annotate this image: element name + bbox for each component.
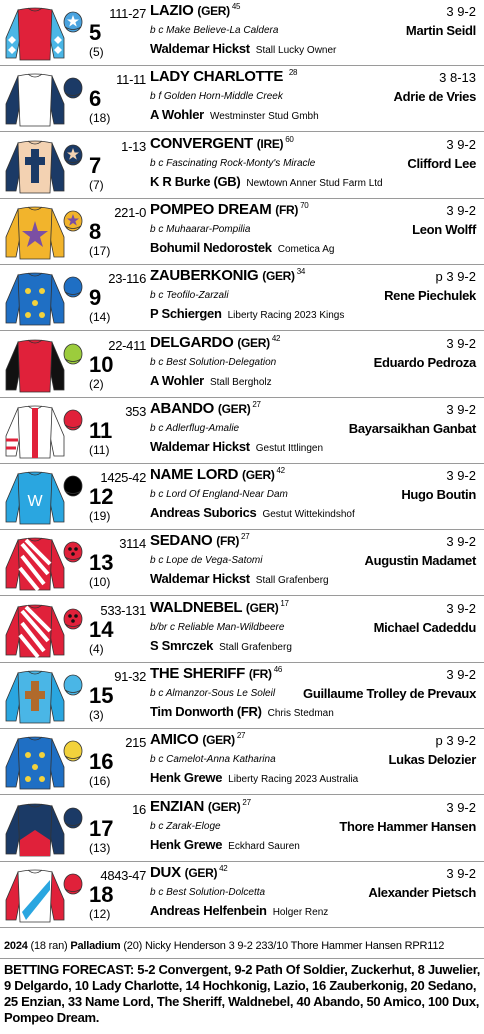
runner-form: 111-27 (109, 6, 146, 21)
pedigree: b c Camelot-Anna Katharina (150, 754, 276, 766)
jockey-silk-icon (4, 402, 66, 460)
horse-country: (GER) (207, 799, 241, 814)
pedigree: b c Best Solution-Delegation (150, 356, 277, 368)
jockey-cap-icon (62, 672, 84, 696)
betting-forecast (4, 962, 482, 1026)
runner-draw: (16) (89, 774, 111, 789)
forecast-label: BETTING FORECAST: (4, 962, 134, 977)
horse-name[interactable] (150, 267, 305, 284)
horse-rating: 27 (236, 731, 246, 741)
owner-name: Stall Lucky Owner (255, 45, 337, 56)
horse-name-text: NAME LORD (150, 466, 239, 484)
owner-name: Stall Grafenberg (219, 641, 292, 653)
runner-draw: (14) (89, 310, 111, 325)
horse-rating: 27 (241, 532, 250, 542)
trainer-line (150, 903, 328, 918)
horse-rating: 45 (231, 2, 241, 11)
divider (0, 958, 484, 959)
trainer-name[interactable]: Bohumil Nedorostek (150, 239, 272, 255)
horse-rating: 28 (288, 68, 298, 78)
horse-name-text: ENZIAN (150, 797, 205, 815)
jockey-cap-icon (62, 75, 84, 99)
jockey-name[interactable]: Adrie de Vries (393, 89, 476, 105)
trainer-line (150, 770, 358, 785)
jockey-silk-icon (4, 601, 66, 659)
runner-form: 215 (125, 735, 146, 751)
trainer-line (150, 373, 272, 388)
jockey-silk-icon (4, 866, 66, 924)
jockey-silk-icon (4, 800, 66, 858)
runner-form: 22-411 (108, 337, 146, 353)
pedigree: b c Muhaarar-Pompilia (150, 223, 251, 235)
runner-form: 3114 (119, 536, 146, 552)
horse-name-text: AMICO (150, 731, 199, 749)
runner-draw: (5) (89, 45, 104, 59)
jockey-silk-icon (4, 70, 66, 128)
horse-country: (FR) (275, 202, 299, 217)
owner-name: Newtown Anner Stud Farm Ltd (246, 177, 383, 189)
jockey-name[interactable]: Eduardo Pedroza (373, 354, 476, 370)
runner-number: 8 (89, 218, 102, 244)
owner-name: Stall Grafenberg (255, 575, 329, 587)
runner-row[interactable] (0, 199, 484, 265)
pedigree: b c Zarak-Eloge (150, 820, 221, 832)
jockey-cap-icon (62, 208, 84, 232)
runner-draw: (10) (89, 575, 111, 590)
horse-country: (GER) (197, 4, 230, 18)
pedigree: b c Lord Of England-Near Dam (150, 489, 288, 501)
runner-row[interactable] (0, 530, 484, 596)
trainer-name[interactable]: A Wohler (150, 107, 204, 123)
pedigree: b f Golden Horn-Middle Creek (150, 91, 283, 103)
horse-country: (IRE) (256, 136, 284, 151)
jockey-silk-icon (4, 269, 66, 327)
jockey-silk-icon (4, 534, 66, 592)
horse-country: (GER) (262, 269, 295, 284)
trainer-line (150, 240, 334, 255)
jockey-cap-icon (62, 142, 84, 166)
jockey-silk-icon (4, 137, 66, 195)
owner-name: Liberty Racing 2023 Kings (227, 310, 345, 322)
age-weight: p 3 9-2 (435, 733, 476, 749)
horse-name-text: DELGARDO (150, 333, 234, 351)
runner-draw: (18) (89, 111, 111, 126)
runner-row[interactable] (0, 464, 484, 530)
runner-draw: (13) (89, 840, 111, 855)
horse-rating: 42 (219, 863, 228, 873)
age-weight: 3 9-2 (446, 468, 476, 484)
horse-country: (GER) (202, 733, 235, 748)
jockey-cap-icon (62, 539, 84, 563)
runner-row[interactable] (0, 597, 484, 663)
runner-number: 12 (89, 484, 114, 510)
age-weight: 3 9-2 (446, 4, 476, 19)
age-weight: p 3 9-2 (435, 269, 476, 285)
horse-name-text: LADY CHARLOTTE (150, 68, 284, 86)
last-year-details: (20) Nicky Henderson 3 9-2 233/10 Thore Hammer Hansen RPR112 (120, 940, 445, 952)
runner-form: 16 (132, 801, 146, 817)
horse-name-text: POMPEO DREAM (150, 200, 272, 218)
jockey-silk-icon (4, 667, 66, 725)
horse-name[interactable] (150, 68, 297, 85)
horse-country: (GER) (217, 401, 251, 416)
owner-name: Westminster Stud Gmbh (209, 111, 319, 123)
horse-rating: 60 (285, 134, 294, 144)
jockey-name[interactable]: Rene Piechulek (384, 288, 476, 304)
jockey-silk-icon (4, 4, 66, 62)
runner-form: 11-11 (116, 72, 146, 88)
trainer-line (150, 704, 334, 719)
runner-row[interactable] (0, 398, 484, 464)
runner-row[interactable] (0, 332, 484, 398)
age-weight: 3 9-2 (446, 667, 476, 682)
jockey-silk-icon (4, 336, 66, 394)
jockey-silk-icon (4, 203, 66, 261)
horse-rating: 42 (271, 333, 281, 343)
jockey-cap-icon (62, 274, 84, 298)
horse-name-text: SEDANO (150, 532, 213, 550)
age-weight: 3 9-2 (446, 600, 476, 616)
pedigree: b c Adlerflug-Amalie (150, 422, 240, 434)
jockey-name[interactable]: Guillaume Trolley de Prevaux (303, 686, 476, 701)
pedigree: b/br c Reliable Man-Wildbeere (150, 621, 285, 633)
horse-name-text: ABANDO (150, 399, 215, 417)
trainer-name[interactable]: Waldemar Hickst (150, 571, 250, 587)
jockey-cap-icon (62, 9, 84, 33)
trainer-line (150, 439, 323, 454)
horse-name[interactable] (150, 2, 240, 19)
runner-number: 6 (89, 86, 102, 112)
horse-name[interactable] (150, 665, 282, 682)
pedigree: b c Teofilo-Zarzali (150, 290, 229, 302)
runner-row[interactable] (0, 0, 484, 66)
horse-name-text: CONVERGENT (150, 134, 253, 152)
trainer-line (150, 174, 383, 189)
runner-draw: (4) (89, 641, 104, 656)
jockey-name[interactable]: Bayarsaikhan Ganbat (348, 420, 476, 436)
horse-name[interactable] (150, 864, 227, 881)
trainer-name[interactable]: K R Burke (GB) (150, 173, 241, 189)
horse-name-text: ZAUBERKONIG (150, 267, 259, 285)
horse-name[interactable] (150, 731, 245, 748)
horse-name[interactable] (150, 334, 280, 351)
runner-row[interactable] (0, 663, 484, 729)
jockey-cap-icon (62, 341, 84, 365)
horse-name[interactable] (150, 466, 285, 483)
pedigree: b c Make Believe-La Caldera (150, 25, 279, 36)
trainer-name[interactable]: Waldemar Hickst (150, 41, 250, 56)
jockey-name[interactable]: Lukas Delozier (388, 752, 476, 768)
forecast-text: 5-2 Convergent, 9-2 Path Of Soldier, Zuckerhut, 8 Juwelier, 9 Delgardo, 10 Lady Charlotte, 14 Hochkonig, Lazio, 16 Zauberkonig, 20 Sedano, 25 Enzian, 33 Name Lord, The Sheriff, Waldnebel, 40 Abando, 50 Amico, 100 Dux, Pompeo Dream. (4, 962, 481, 1025)
last-year-result (4, 940, 444, 952)
runner-row[interactable] (0, 796, 484, 862)
jockey-name[interactable]: Clifford Lee (407, 155, 476, 171)
trainer-line (150, 837, 300, 852)
jockey-silk-icon (4, 733, 66, 791)
age-weight: 3 9-2 (446, 534, 476, 550)
jockey-cap-icon (62, 738, 84, 762)
last-year: 2024 (4, 940, 28, 952)
horse-country: (GER) (184, 865, 218, 880)
owner-name: Gestut Ittlingen (255, 442, 324, 454)
silk-letter: W (27, 493, 43, 511)
runner-number: 16 (89, 749, 114, 775)
jockey-silk-icon (4, 468, 66, 526)
trainer-name[interactable]: A Wohler (150, 372, 204, 388)
owner-name: Stall Bergholz (209, 376, 272, 388)
runner-row[interactable] (0, 133, 484, 199)
trainer-name[interactable]: S Smrczek (150, 637, 214, 653)
jockey-cap-icon (62, 805, 84, 829)
runner-form: 1-13 (121, 138, 146, 154)
horse-rating: 70 (300, 200, 309, 210)
runner-number: 11 (89, 417, 113, 443)
horse-rating: 46 (273, 665, 283, 674)
horse-country: (FR) (216, 534, 240, 549)
trainer-line (150, 505, 355, 520)
horse-name[interactable] (150, 532, 249, 549)
horse-rating: 27 (242, 797, 251, 807)
trainer-name[interactable]: Henk Grewe (150, 770, 223, 786)
runner-number: 15 (89, 683, 114, 708)
horse-country: (FR) (248, 667, 272, 681)
trainer-name[interactable]: Henk Grewe (150, 836, 223, 852)
last-year-winner: Palladium (70, 940, 121, 952)
trainer-line (150, 571, 329, 586)
owner-name: Chris Stedman (267, 708, 334, 719)
pedigree: b c Almanzor-Sous Le Soleil (150, 688, 276, 699)
age-weight: 3 9-2 (446, 136, 476, 152)
horse-rating: 17 (280, 598, 289, 608)
jockey-name[interactable]: Alexander Pietsch (368, 884, 476, 900)
jockey-name[interactable]: Leon Wolff (412, 221, 476, 237)
jockey-name[interactable]: Hugo Boutin (401, 487, 476, 503)
pedigree: b c Best Solution-Dolcetta (150, 886, 266, 898)
last-year-ran: (18 ran) (27, 940, 71, 952)
jockey-cap-icon (62, 871, 84, 895)
runner-form: 533-131 (100, 602, 146, 618)
trainer-name[interactable]: Waldemar Hickst (150, 438, 250, 454)
trainer-line (150, 107, 319, 122)
pedigree: b c Fascinating Rock-Monty's Miracle (150, 157, 316, 169)
horse-name[interactable] (150, 400, 261, 417)
runner-form: 91-32 (114, 669, 146, 684)
age-weight: 3 8-13 (439, 70, 476, 86)
owner-name: Liberty Racing 2023 Australia (228, 774, 359, 786)
horse-name-text: LAZIO (150, 2, 194, 19)
runner-form: 1425-42 (100, 470, 146, 486)
age-weight: 3 9-2 (446, 799, 476, 815)
age-weight: 3 9-2 (446, 401, 476, 417)
trainer-name[interactable]: Tim Donworth (FR) (150, 704, 262, 719)
runner-number: 14 (89, 616, 114, 642)
trainer-line (150, 41, 336, 56)
runner-draw: (2) (89, 376, 104, 391)
trainer-line (150, 638, 292, 653)
trainer-name[interactable]: P Schiergen (150, 306, 222, 322)
jockey-name[interactable]: Martin Seidl (405, 23, 476, 38)
owner-name: Holger Renz (272, 906, 329, 918)
runner-row[interactable] (0, 265, 484, 331)
horse-name[interactable] (150, 201, 308, 218)
jockey-name[interactable]: Thore Hammer Hansen (339, 818, 476, 834)
age-weight: 3 9-2 (446, 202, 476, 218)
jockey-cap-icon (62, 606, 84, 630)
runner-form: 23-116 (108, 271, 146, 287)
horse-country: (GER) (237, 335, 270, 350)
runner-row[interactable] (0, 729, 484, 795)
trainer-name[interactable]: Andreas Suborics (150, 505, 257, 521)
runner-draw: (17) (89, 243, 111, 258)
horse-rating: 34 (296, 267, 306, 277)
runner-number: 7 (89, 152, 102, 178)
horse-country: (GER) (242, 468, 275, 483)
horse-name[interactable] (150, 599, 289, 616)
runner-form: 353 (125, 403, 146, 419)
runner-draw: (3) (89, 708, 104, 722)
jockey-name[interactable]: Michael Cadeddu (373, 619, 476, 635)
runner-draw: (7) (89, 177, 104, 192)
trainer-name[interactable]: Andreas Helfenbein (150, 902, 267, 918)
horse-name-text: WALDNEBEL (150, 598, 243, 616)
jockey-name[interactable]: Augustin Madamet (364, 553, 476, 569)
age-weight: 3 9-2 (446, 865, 476, 881)
runner-draw: (11) (89, 442, 110, 457)
runner-number: 9 (89, 285, 102, 311)
runner-number: 5 (89, 20, 102, 45)
runner-form: 4843-47 (100, 867, 146, 883)
horse-name-text: DUX (150, 863, 181, 881)
horse-country: (GER) (245, 600, 279, 615)
runner-number: 13 (89, 550, 114, 576)
runner-number: 18 (89, 881, 114, 907)
runner-row[interactable] (0, 862, 484, 928)
runner-number: 17 (89, 815, 114, 841)
trainer-line (150, 306, 344, 321)
owner-name: Eckhard Sauren (228, 840, 300, 852)
runner-form: 221-0 (114, 204, 146, 220)
horse-rating: 27 (252, 399, 261, 409)
jockey-cap-icon (62, 407, 84, 431)
jockey-cap-icon (62, 473, 84, 497)
owner-name: Gestut Wittekindshof (262, 509, 355, 521)
runner-row[interactable] (0, 66, 484, 132)
owner-name: Cometica Ag (277, 243, 335, 255)
horse-name-text: THE SHERIFF (150, 665, 246, 682)
horse-rating: 42 (276, 466, 285, 476)
age-weight: 3 9-2 (446, 335, 476, 351)
runner-draw: (12) (89, 906, 111, 921)
runner-number: 10 (89, 351, 114, 377)
runner-draw: (19) (89, 509, 111, 524)
horse-name[interactable] (150, 798, 251, 815)
pedigree: b c Lope de Vega-Satomi (150, 555, 263, 567)
horse-name[interactable] (150, 135, 294, 152)
